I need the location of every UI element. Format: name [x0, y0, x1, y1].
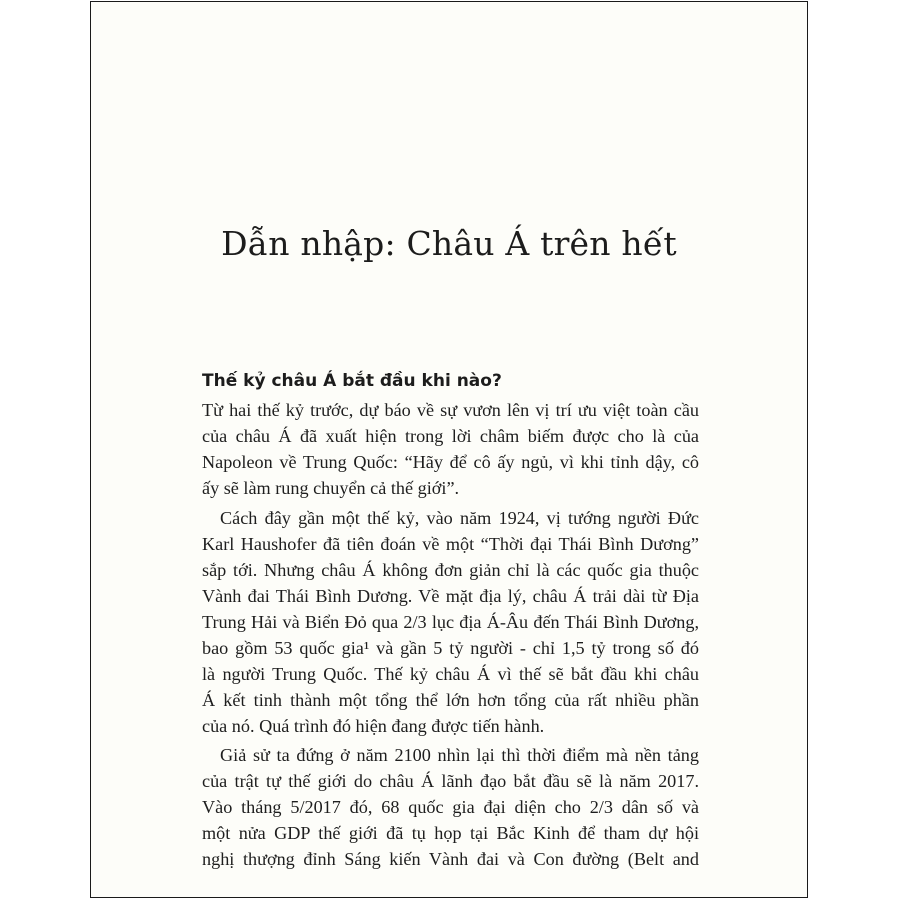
body-line: sắp tới. Nhưng châu Á không đơn giản chỉ là các quốc gia thuộc	[202, 560, 699, 580]
body-line: của châu Á đã xuất hiện trong lời châm biếm được cho là của	[202, 426, 699, 446]
body-line: Vành đai Thái Bình Dương. Về mặt địa lý, châu Á trải dài từ Địa	[202, 586, 699, 606]
body-line: Cách đây gần một thế kỷ, vào năm 1924, vị tướng người Đức	[220, 508, 699, 528]
chapter-title: Dẫn nhập: Châu Á trên hết	[221, 224, 677, 263]
section-heading: Thế kỷ châu Á bắt đầu khi nào?	[202, 371, 502, 391]
body-line: Á kết tinh thành một tổng thể lớn hơn tổng của rất nhiều phần	[202, 690, 699, 710]
body-line: ấy sẽ làm rung chuyển cả thế giới”.	[202, 478, 460, 498]
body-line: Vào tháng 5/2017 đó, 68 quốc gia đại diện cho 2/3 dân số và	[202, 797, 699, 817]
body-line: nghị thượng đỉnh Sáng kiến Vành đai và Con đường (Belt and	[202, 849, 699, 869]
body-line: một nửa GDP thế giới đã tụ họp tại Bắc Kinh để tham dự hội	[202, 823, 699, 843]
body-line: Giả sử ta đứng ở năm 2100 nhìn lại thì thời điểm mà nền tảng	[220, 745, 699, 765]
body-line: của nó. Quá trình đó hiện đang được tiến hành.	[202, 716, 545, 736]
body-line: bao gồm 53 quốc gia¹ và gần 5 tỷ người - chỉ 1,5 tỷ trong số đó	[202, 638, 699, 658]
body-line: Trung Hải và Biển Đỏ qua 2/3 lục địa Á-Âu đến Thái Bình Dương,	[202, 612, 699, 632]
body-line: Napoleon về Trung Quốc: “Hãy để cô ấy ngủ, vì khi tỉnh dậy, cô	[202, 452, 699, 472]
book-page	[90, 1, 808, 898]
body-line: Karl Haushofer đã tiên đoán về một “Thời đại Thái Bình Dương”	[202, 534, 699, 554]
body-line: là người Trung Quốc. Thế kỷ châu Á vì thế sẽ bắt đầu khi châu	[202, 664, 699, 684]
body-line: Từ hai thế kỷ trước, dự báo về sự vươn lên vị trí ưu việt toàn cầu	[202, 400, 699, 420]
body-line: của trật tự thế giới do châu Á lãnh đạo bắt đầu sẽ là năm 2017.	[202, 771, 699, 791]
